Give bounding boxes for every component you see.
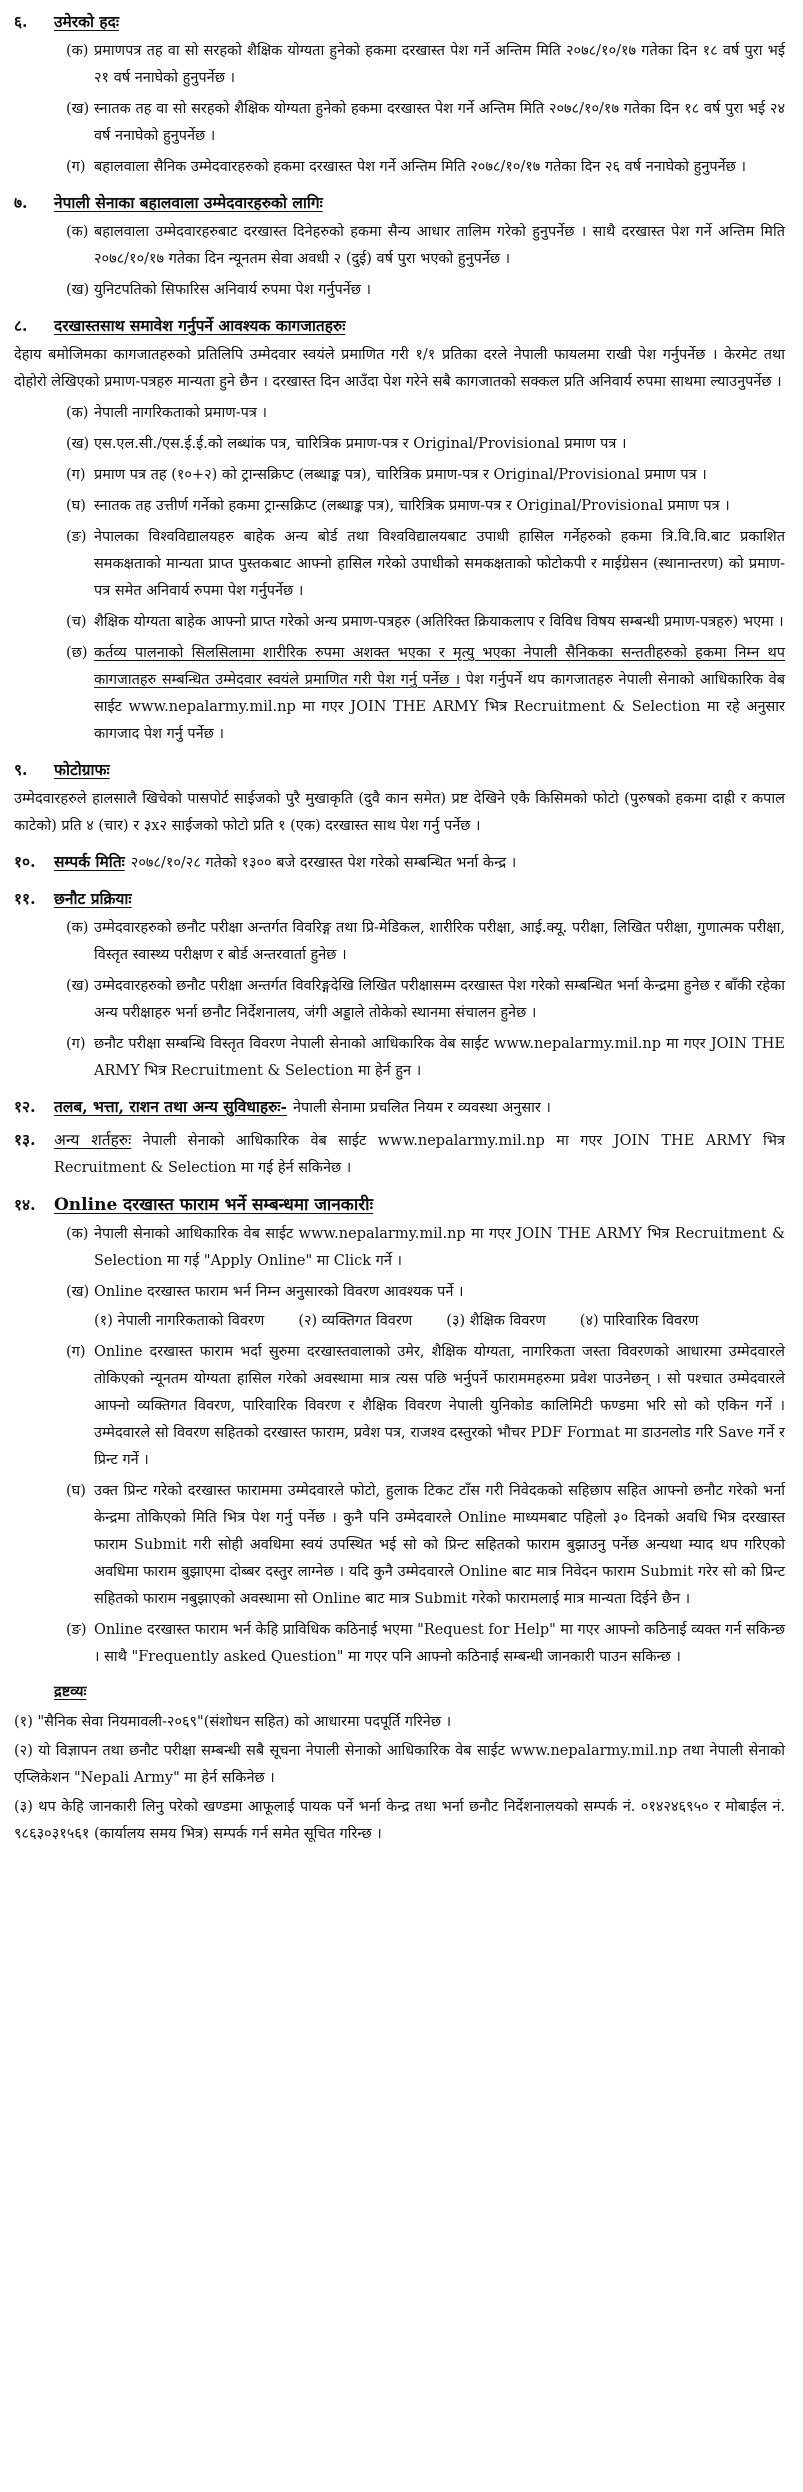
sub-list-item: (१) नेपाली नागरिकताको विवरण — [94, 1313, 265, 1329]
section-9-heading — [14, 758, 785, 780]
item-label: (क) — [66, 1226, 89, 1242]
note-item: (२) यो विज्ञापन तथा छनौट परीक्षा सम्बन्धी सबै सूचना नेपाली सेनाको आधिकारिक वेब साईट www.nepalarmy.mil.np तथा नेपाली सेनाको एप्लिकेशन "Nepali Army" मा हेर्न सकिनेछ । — [14, 1743, 785, 1786]
item-text-wrap — [94, 640, 785, 748]
section-number: १०. — [14, 852, 36, 871]
item-label: (ख) — [66, 436, 90, 452]
section-intro: देहाय बमोजिमका कागजातहरुको प्रतिलिपि उम्मेदवार स्वयंले प्रमाणित गरी १/१ प्रतिका दरले नेपाली फायलमा राखी पेश गर्नुपर्नेछ । केरमेट तथा दोहोरो लेखिएको प्रमाण-पत्रहरु मान्यता हुने छैन । दरखास्त दिन आउँदा पेश गरेने सबै कागजातको सक्कल प्रति अनिवार्य रुपमा साथमा ल्याउनुपर्नेछ । — [14, 347, 785, 390]
item-label: (घ) — [66, 498, 86, 514]
item-text: Online दरखास्त फाराम भर्दा सुरुमा दरखास्तवालाको उमेर, शैक्षिक योग्यता, नागरिकता जस्ता विवरणको आधारमा उम्मेदवारले तोकिएको न्यूनतम योग्यता हासिल गरेको अवस्थामा मात्र त्यस पछि भर्नुपर्ने फाराममहरुमा प्रवेश पाउनेछन् । सो पश्चात उम्मेदवारले आफ्नो व्यक्तिगत विवरण, पारिवारिक विवरण र शैक्षिक विवरण नेपाली युनिकोड कालिमिटी फण्डमा भरि सो को एकिन गर्ने । उम्मेदवारले सो विवरण सहितको दरखास्त फाराम, प्रवेश पत्र, राजश्व दस्तुरको भौचर PDF Format मा डाउनलोड गरि Save गर्ने र प्रिन्ट गर्ने । — [94, 1344, 785, 1468]
list-item — [14, 1478, 785, 1613]
section-title: Online दरखास्त फाराम भर्ने सम्बन्धमा जानकारीः — [54, 1195, 374, 1215]
item-label: (ग) — [66, 1036, 86, 1052]
item-text: एस.एल.सी./एस.ई.ई.को लब्धांक पत्र, चारित्रिक प्रमाण-पत्र र Original/Provisional प्रमाण पत्र । — [94, 436, 627, 452]
list-item — [14, 38, 785, 92]
section-title: दरखास्तसाथ समावेश गर्नुपर्ने आवश्यक कागजातहरुः — [54, 316, 346, 335]
item-text: उम्मेदवारहरुको छनौट परीक्षा अन्तर्गत विवरिङ्गदेखि लिखित परीक्षासम्म दरखास्त पेश गरेको सम्बन्धित भर्ना केन्द्रमा हुनेछ र बाँकी रहेका अन्य परीक्षाहरु भर्ना छनौट निर्देशनालय, जंगी अड्डाले तोकेको स्थानमा संचालन हुनेछ । — [94, 978, 785, 1021]
item-label: (घ) — [66, 1483, 86, 1499]
section-text: उम्मेदवारहरुले हालसालै खिचेको पासपोर्ट साईजको पुरै मुखाकृति (दुवै कान समेत) प्रष्ट देखिने एकै किसिमको फोटो (पुरुषको हकमा दाह्री र कपाल काटेको) प्रति ४ (चार) र ३x२ साईजको फोटो प्रति १ (एक) दरखास्त साथ पेश गर्नु पर्नेछ । — [14, 791, 785, 834]
item-label: (ख) — [66, 1284, 90, 1300]
section-12-row — [14, 1093, 785, 1122]
item-text: बहालवाला सैनिक उम्मेदवारहरुको हकमा दरखास्त पेश गर्ने अन्तिम मिति २०७८/१०/१७ गतेका दिन २६ वर्ष ननाघेको हुनुपर्नेछ । — [94, 159, 746, 175]
item-text: स्नातक तह उत्तीर्ण गर्नेको हकमा ट्रान्सक्रिप्ट (लब्धाङ्क पत्र), चारित्रिक प्रमाण-पत्र र Original/Provisional प्रमाण पत्र । — [94, 498, 730, 514]
item-label: (क) — [66, 920, 89, 936]
section-number: ९. — [14, 760, 28, 779]
section-number: ६. — [14, 12, 28, 31]
item-label: (ग) — [66, 1344, 86, 1360]
notes-title: द्रष्टव्यः — [54, 1683, 87, 1700]
section-number: १३. — [14, 1130, 36, 1149]
list-item — [14, 1031, 785, 1085]
item-text: नेपाली नागरिकताको प्रमाण-पत्र । — [94, 405, 267, 421]
list-item — [14, 462, 785, 489]
section-14-heading — [14, 1192, 785, 1215]
list-item — [14, 493, 785, 520]
sub-list-item: (३) शैक्षिक विवरण — [446, 1313, 546, 1329]
section-body — [54, 1127, 785, 1182]
item-text: Online दरखास्त फाराम भर्न केहि प्राविधिक कठिनाई भएमा "Request for Help" मा गएर आफ्नो कठिनाई व्यक्त गर्न सकिन्छ । साथै "Frequently asked Question" मा गएर पनि आफ्नो कठिनाई सम्बन्धी जानकारी पाउन सकिन्छ । — [94, 1622, 785, 1665]
list-item — [14, 915, 785, 969]
item-label: (ङ) — [66, 529, 87, 545]
item-label: (ङ) — [66, 1622, 87, 1638]
section-title: छनौट प्रक्रियाः — [54, 889, 132, 908]
section-6-heading — [14, 10, 785, 32]
section-number: १४. — [14, 1195, 36, 1214]
list-item — [14, 1617, 785, 1671]
item-label: (क) — [66, 405, 89, 421]
item-text: युनिटपतिको सिफारिस अनिवार्य रुपमा पेश गर्नुपर्नेछ । — [94, 282, 371, 298]
item-text: बहालवाला उम्मेदवारहरुबाट दरखास्त दिनेहरुको हकमा सैन्य आधार तालिम गरेको हुनुपर्नेछ । साथै दरखास्त पेश गर्ने अन्तिम मिति २०७८/१०/१७ गतेका दिन न्यूनतम सेवा अवधी २ (दुई) वर्ष पुरा भएको हुनुपर्नेछ । — [94, 224, 785, 267]
item-label: (ख) — [66, 978, 90, 994]
item-text: नेपाली सेनाको आधिकारिक वेब साईट www.nepalarmy.mil.np मा गएर JOIN THE ARMY भित्र Recruitment & Selection मा गई "Apply Online" मा Click गर्ने । — [94, 1226, 785, 1269]
list-item — [14, 1339, 785, 1474]
list-item — [14, 96, 785, 150]
section-text: नेपाली सेनाको आधिकारिक वेब साईट www.nepalarmy.mil.np मा गएर JOIN THE ARMY भित्र Recruitment & Selection मा गई हेर्न सकिनेछ । — [54, 1133, 786, 1176]
list-item — [14, 431, 785, 458]
item-label: (ग) — [66, 159, 86, 175]
item-text: शैक्षिक योग्यता बाहेक आफ्नो प्राप्त गरेको अन्य प्रमाण-पत्रहरु (अतिरिक्त क्रियाकलाप र विविध विषय सम्बन्धी प्रमाण-पत्रहरु) भएमा । — [94, 614, 784, 630]
list-item — [14, 154, 785, 181]
sub-list-item: (४) पारिवारिक विवरण — [579, 1313, 699, 1329]
list-item — [14, 524, 785, 605]
item-text: Online दरखास्त फाराम भर्न निम्न अनुसारको विवरण आवश्यक पर्ने । — [94, 1284, 464, 1300]
list-item — [14, 609, 785, 636]
section-text: २०७८/१०/२८ गतेको १३०० बजे दरखास्त पेश गरेको सम्बन्धित भर्ना केन्द्र । — [130, 855, 517, 871]
item-text: प्रमाण पत्र तह (१०+२) को ट्रान्सक्रिप्ट (लब्धाङ्क पत्र), चारित्रिक प्रमाण-पत्र र Original/Provisional प्रमाण पत्र । — [94, 467, 707, 483]
section-title: नेपाली सेनाका बहालवाला उम्मेदवारहरुको लागिः — [54, 193, 323, 212]
item-label: (छ) — [66, 645, 88, 661]
section-number: ८. — [14, 316, 28, 335]
section-13-row — [14, 1126, 785, 1182]
list-item — [14, 219, 785, 273]
item-label: (ख) — [66, 282, 90, 298]
item-label: (च) — [66, 614, 87, 630]
item-label: (क) — [66, 224, 89, 240]
item-text: नेपालका विश्वविद्यालयहरु बाहेक अन्य बोर्ड तथा विश्वविद्यालयबाट उपाधी हासिल गर्नेहरुको हकमा त्रि.वि.वि.बाट प्रकाशित समकक्षताको मान्यता प्राप्त पुस्तकबाट आफ्नो हासिल गरेको उपाधीको समकक्षताको फोटोकपी र माईग्रेसन (स्थानान्तरण) को प्रमाण-पत्र समेत अनिवार्य रुपमा पेश गर्नुपर्नेछ । — [94, 529, 785, 599]
item-text: छनौट परीक्षा सम्बन्धि विस्तृत विवरण नेपाली सेनाको आधिकारिक वेब साईट www.nepalarmy.mil.np मा गएर JOIN THE ARMY भित्र Recruitment & Selection मा हेर्न हुन । — [94, 1036, 785, 1079]
item-text-wrap — [94, 1279, 785, 1335]
note-item: (१) "सैनिक सेवा नियमावली-२०६९"(संशोधन सहित) को आधारमा पदपूर्ति गरिनेछ । — [14, 1714, 452, 1730]
item-text: स्नातक तह वा सो सरहको शैक्षिक योग्यता हुनेको हकमा दरखास्त पेश गर्ने अन्तिम मिति २०७८/१०/१७ गतेका दिन १८ वर्ष पुरा भई २४ वर्ष ननाघेको हुनुपर्नेछ । — [94, 101, 785, 144]
item-label: (क) — [66, 43, 89, 59]
section-7-heading — [14, 191, 785, 213]
list-item — [14, 400, 785, 427]
item-text-underlined: कर्तव्य पालनाको सिलसिलामा शारीरिक रुपमा अशक्त भएका र मृत्यु भएका नेपाली सैनिकका सन्ततीहरुको हकमा निम्न थप कागजातहरु सम्बन्धित उम्मेदवार स्वयंले प्रमाणित गरी पेश गर्नु पर्नेछ । — [94, 645, 785, 688]
section-number: ७. — [14, 193, 28, 212]
note-item: (३) थप केहि जानकारी लिनु परेको खण्डमा आफूलाई पायक पर्ने भर्ना केन्द्र तथा भर्ना छनौट निर्देशनालयको सम्पर्क नं. ०१४२४६९५० र मोबाईल नं. ९८६३०३१५६१ (कार्यालय समय भित्र) सम्पर्क गर्न समेत सूचित गरिन्छ । — [14, 1799, 785, 1842]
section-text: नेपाली सेनामा प्रचलित नियम र व्यवस्था अनुसार । — [292, 1100, 551, 1116]
item-label: (ग) — [66, 467, 86, 483]
document-page — [0, 10, 803, 1848]
item-text: पेश गर्नुपर्ने थप कागजातहरु नेपाली सेनाको आधिकारिक वेब साईट www.nepalarmy.mil.np मा गएर JOIN THE ARMY भित्र Recruitment & Selection मा रहे अनुसार कागजाद पेश गर्नु पर्नेछ । — [94, 672, 785, 742]
section-title: तलब, भत्ता, राशन तथा अन्य सुविधाहरुः- — [54, 1097, 287, 1116]
section-title: फोटोग्राफः — [54, 760, 110, 779]
section-number: ११. — [14, 889, 36, 908]
section-title: सम्पर्क मितिः — [54, 852, 125, 871]
section-number: १२. — [14, 1097, 36, 1116]
item-text: प्रमाणपत्र तह वा सो सरहको शैक्षिक योग्यता हुनेको हकमा दरखास्त पेश गर्ने अन्तिम मिति २०७८/१०/१७ गतेका दिन १८ वर्ष पुरा भई २१ वर्ष ननाघेको हुनुपर्नेछ । — [94, 43, 785, 86]
list-item — [14, 973, 785, 1027]
section-title: उमेरको हदः — [54, 12, 120, 31]
list-item — [14, 640, 785, 748]
list-item — [14, 1279, 785, 1335]
item-label: (ख) — [66, 101, 90, 117]
sub-list-item: (२) व्यक्तिगत विवरण — [298, 1313, 413, 1329]
section-title: अन्य शर्तहरुः — [54, 1131, 132, 1149]
section-11-heading — [14, 887, 785, 909]
list-item — [14, 1221, 785, 1275]
section-10-row — [14, 848, 785, 877]
list-item — [14, 277, 785, 304]
section-8-heading — [14, 314, 785, 336]
item-text: उम्मेदवारहरुको छनौट परीक्षा अन्तर्गत विवरिङ्ग तथा प्रि-मेडिकल, शारीरिक परीक्षा, आई.क्यू. परीक्षा, लिखित परीक्षा, गुणात्मक परीक्षा, विस्तृत स्वास्थ्य परीक्षण र बोर्ड अन्तरवार्ता हुनेछ । — [94, 920, 785, 963]
sub-list — [94, 1308, 785, 1335]
item-text: उक्त प्रिन्ट गरेको दरखास्त फाराममा उम्मेदवारले फोटो, हुलाक टिकट टाँस गरी निवेदकको सहिछाप सहित आफ्नो छनौट गरेको भर्ना केन्द्रमा तोकिएको मिति भित्र पेश गर्नु पर्नेछ । कुनै पनि उम्मेदवारले Online माध्यमबाट पहिलो ३० दिनको अवधि भित्र दरखास्त फाराम Submit गरी सोही अवधिमा स्वयं उपस्थित भई सो को प्रिन्ट सहितको फाराम बुझाउनु पर्नेछ अन्यथा म्याद थप गरिएको अवधिमा फाराम बुझाएमा दोब्बर दस्तुर लाग्नेछ । यदि कुनै उम्मेदवारले Online बाट मात्र निवेदन फाराम Submit गरेर सो को प्रिन्ट सहितको फाराम नबुझाएको अवस्थामा सो Online बाट मात्र Submit गरेको फारामलाई मात्र मान्यता दिईने छैन । — [94, 1483, 785, 1607]
